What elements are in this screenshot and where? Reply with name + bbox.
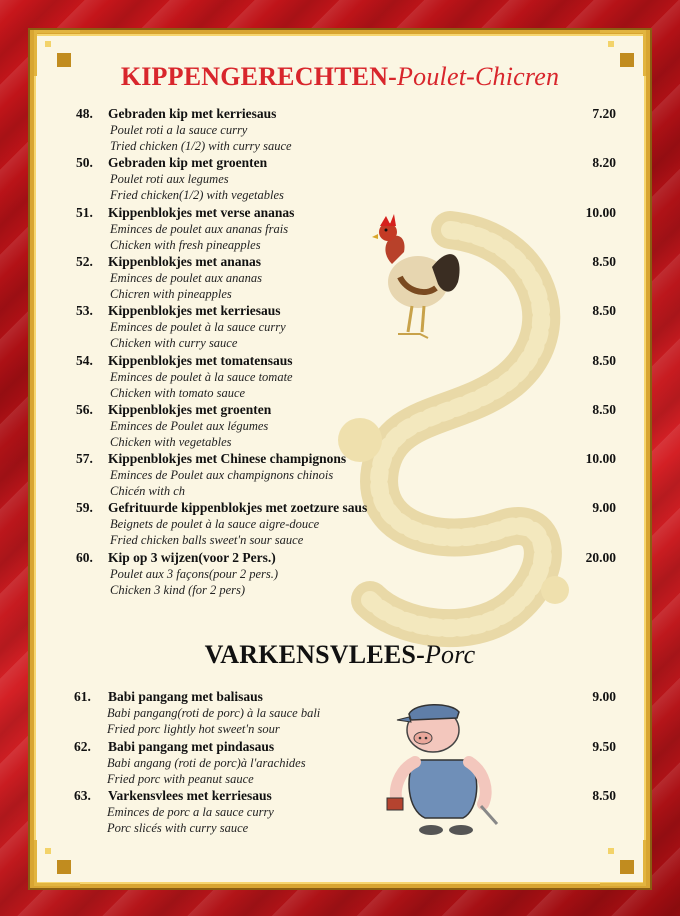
item-description-fr: Eminces de poulet à la sauce curry — [110, 320, 286, 335]
item-number: 59. — [76, 500, 93, 516]
item-price: 10.00 — [585, 204, 616, 220]
item-name: Babi pangang met pindasaus — [108, 738, 275, 754]
item-name: Babi pangang met balisaus — [108, 689, 263, 704]
item-description-en: Fried chicken(1/2) with vegetables — [110, 188, 284, 203]
item-description-fr: Eminces de poulet aux ananas — [110, 270, 263, 285]
item-name: Kippenblokjes met tomatensaus — [108, 352, 293, 368]
item-description-fr: Eminces de poulet à la sauce tomate — [110, 369, 293, 384]
item-price: 7.20 — [592, 106, 616, 121]
item-number: 61. — [74, 689, 91, 704]
item-description-fr: Babi pangang(roti de porc) à la sauce bali — [107, 706, 321, 720]
item-price: 8.20 — [592, 155, 616, 171]
section-title-main: KIPPENGERECHTEN- — [120, 62, 398, 91]
item-description-fr: Poulet roti aux legumes — [110, 172, 229, 187]
item-name: Kip op 3 wijzen(voor 2 Pers.) — [108, 549, 276, 565]
item-name: Varkensvlees met kerriesaus — [108, 788, 272, 803]
item-description-en: Chicren with pineapples — [110, 286, 232, 301]
item-description-en: Chicken 3 kind (for 2 pers) — [110, 582, 246, 597]
item-name: Gefrituurde kippenblokjes met zoetzure saus — [108, 500, 368, 516]
item-name: Kippenblokjes met ananas — [108, 253, 262, 269]
corner-ornament — [600, 840, 646, 886]
item-number: 52. — [76, 253, 93, 269]
item-number: 50. — [76, 155, 93, 171]
item-number: 48. — [76, 106, 93, 121]
item-name: Kippenblokjes met verse ananas — [108, 204, 295, 220]
rooster-icon — [372, 212, 464, 340]
item-price: 8.50 — [592, 253, 616, 269]
item-description-en: Fried porc with peanut sauce — [107, 771, 254, 786]
item-number: 51. — [76, 204, 93, 220]
section-title-main: VARKENSVLEES- — [204, 640, 425, 669]
item-price: 8.50 — [592, 788, 616, 803]
corner-ornament — [34, 840, 80, 886]
item-description-fr: Poulet roti a la sauce curry — [110, 123, 248, 137]
item-price: 10.00 — [585, 451, 616, 467]
item-number: 62. — [74, 738, 91, 754]
item-description-fr: Poulet aux 3 façons(pour 2 pers.) — [110, 566, 279, 581]
item-price: 9.00 — [592, 500, 616, 516]
pig-butcher-icon — [385, 700, 505, 840]
item-description-en: Chicken with curry sauce — [110, 336, 238, 351]
item-number: 54. — [76, 352, 93, 368]
item-description-en: Fried porc lightly hot sweet'n sour — [107, 722, 280, 736]
item-number: 57. — [76, 451, 93, 467]
item-name: Kippenblokjes met Chinese champignons — [108, 451, 347, 467]
section-title-chicken — [0, 62, 680, 92]
item-price: 9.50 — [592, 738, 616, 754]
item-name: Kippenblokjes met kerriesaus — [108, 303, 281, 319]
item-description-fr: Eminces de porc a la sauce curry — [107, 805, 274, 819]
item-name: Kippenblokjes met groenten — [108, 401, 272, 417]
item-description-en: Chicken with tomato sauce — [110, 385, 246, 400]
item-name: Gebraden kip met kerriesaus — [108, 106, 277, 121]
item-description-fr: Eminces de Poulet aux champignons chinois — [110, 468, 334, 483]
section-title-pork — [0, 640, 680, 670]
item-description-en: Chicén with ch — [110, 484, 185, 499]
item-price: 20.00 — [585, 549, 616, 565]
item-number: 56. — [76, 401, 93, 417]
section-title-sub: Poulet-Chicren — [397, 62, 560, 91]
item-price: 8.50 — [592, 303, 616, 319]
item-description-en: Fried chicken balls sweet'n sour sauce — [110, 533, 304, 548]
item-description-en: Chicken with fresh pineapples — [110, 237, 261, 252]
item-price: 9.00 — [592, 689, 616, 704]
item-price: 8.50 — [592, 401, 616, 417]
item-description-en: Chicken with vegetables — [110, 434, 232, 449]
item-number: 60. — [76, 549, 93, 565]
section-title-sub: Porc — [424, 640, 476, 669]
item-description-fr: Beignets de poulet à la sauce aigre-douce — [110, 517, 320, 532]
item-name: Gebraden kip met groenten — [108, 155, 268, 171]
item-number: 63. — [74, 788, 91, 803]
item-description-en: Porc slicés with curry sauce — [107, 821, 249, 835]
item-number: 53. — [76, 303, 93, 319]
item-price: 8.50 — [592, 352, 616, 368]
item-description-fr: Eminces de poulet aux ananas frais — [110, 221, 289, 236]
item-description-fr: Eminces de Poulet aux légumes — [110, 418, 269, 433]
item-description-fr: Babi angang (roti de porc)à l'arachides — [107, 755, 306, 770]
item-description-en: Tried chicken (1/2) with curry sauce — [110, 139, 292, 153]
